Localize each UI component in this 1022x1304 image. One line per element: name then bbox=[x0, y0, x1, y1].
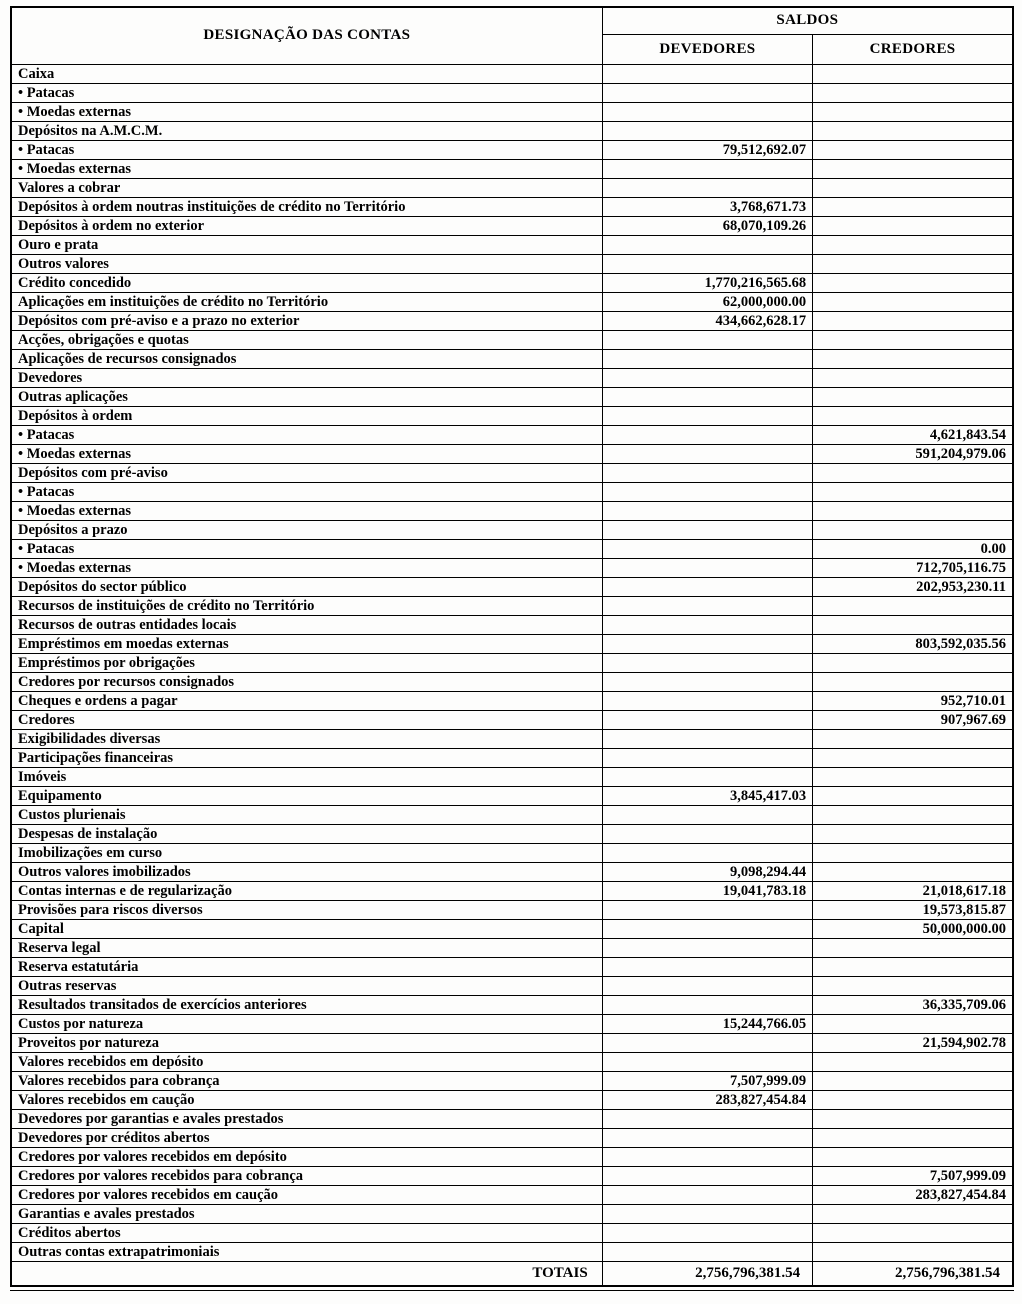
credores-value bbox=[813, 1242, 1013, 1261]
account-label: Créditos abertos bbox=[11, 1223, 602, 1242]
table-row bbox=[11, 273, 1013, 292]
credores-value bbox=[813, 159, 1013, 178]
credores-value: 19,573,815.87 bbox=[813, 900, 1013, 919]
credores-value bbox=[813, 653, 1013, 672]
account-label: Equipamento bbox=[11, 786, 602, 805]
column-header-credores: CREDORES bbox=[813, 34, 1013, 64]
account-label: Depósitos à ordem noutras instituições de crédito no Território bbox=[11, 197, 602, 216]
account-label: Contas internas e de regularização bbox=[11, 881, 602, 900]
credores-value bbox=[813, 501, 1013, 520]
table-row bbox=[11, 444, 1013, 463]
account-label: • Patacas bbox=[11, 482, 602, 501]
devedores-value bbox=[602, 330, 812, 349]
totals-label: TOTAIS bbox=[11, 1261, 602, 1286]
devedores-value bbox=[602, 995, 812, 1014]
table-row bbox=[11, 254, 1013, 273]
devedores-value: 79,512,692.07 bbox=[602, 140, 812, 159]
credores-value bbox=[813, 862, 1013, 881]
credores-value bbox=[813, 1147, 1013, 1166]
devedores-value bbox=[602, 653, 812, 672]
account-label: Caixa bbox=[11, 64, 602, 83]
credores-value bbox=[813, 520, 1013, 539]
account-label: Credores por valores recebidos para cobrança bbox=[11, 1166, 602, 1185]
credores-value bbox=[813, 254, 1013, 273]
account-label: Depósitos à ordem no exterior bbox=[11, 216, 602, 235]
table-row bbox=[11, 577, 1013, 596]
table-row bbox=[11, 1223, 1013, 1242]
table-row bbox=[11, 729, 1013, 748]
credores-value bbox=[813, 102, 1013, 121]
devedores-value bbox=[602, 1185, 812, 1204]
table-row bbox=[11, 919, 1013, 938]
account-label: Recursos de instituições de crédito no Território bbox=[11, 596, 602, 615]
account-label: Credores por recursos consignados bbox=[11, 672, 602, 691]
table-row bbox=[11, 824, 1013, 843]
devedores-value bbox=[602, 64, 812, 83]
table-row bbox=[11, 482, 1013, 501]
table-row bbox=[11, 995, 1013, 1014]
devedores-value bbox=[602, 729, 812, 748]
account-label: Imóveis bbox=[11, 767, 602, 786]
account-label: Credores por valores recebidos em caução bbox=[11, 1185, 602, 1204]
table-row bbox=[11, 710, 1013, 729]
credores-value bbox=[813, 235, 1013, 254]
account-label: Aplicações de recursos consignados bbox=[11, 349, 602, 368]
account-label: Credores por valores recebidos em depósito bbox=[11, 1147, 602, 1166]
table-row bbox=[11, 653, 1013, 672]
credores-value bbox=[813, 273, 1013, 292]
table-row bbox=[11, 1147, 1013, 1166]
credores-value: 21,018,617.18 bbox=[813, 881, 1013, 900]
account-label: Devedores por créditos abertos bbox=[11, 1128, 602, 1147]
devedores-value bbox=[602, 539, 812, 558]
account-label: Empréstimos por obrigações bbox=[11, 653, 602, 672]
credores-value bbox=[813, 767, 1013, 786]
credores-value: 4,621,843.54 bbox=[813, 425, 1013, 444]
account-label: Custos por natureza bbox=[11, 1014, 602, 1033]
table-row bbox=[11, 596, 1013, 615]
credores-value bbox=[813, 197, 1013, 216]
table-row bbox=[11, 368, 1013, 387]
account-label: Outros valores bbox=[11, 254, 602, 273]
account-label: Exigibilidades diversas bbox=[11, 729, 602, 748]
devedores-value bbox=[602, 254, 812, 273]
credores-value: 7,507,999.09 bbox=[813, 1166, 1013, 1185]
devedores-value bbox=[602, 577, 812, 596]
credores-value bbox=[813, 216, 1013, 235]
table-header bbox=[11, 7, 1013, 64]
account-label: Valores recebidos em depósito bbox=[11, 1052, 602, 1071]
account-label: Depósitos com pré-aviso bbox=[11, 463, 602, 482]
account-label: Crédito concedido bbox=[11, 273, 602, 292]
devedores-value bbox=[602, 672, 812, 691]
table-row bbox=[11, 748, 1013, 767]
credores-value bbox=[813, 140, 1013, 159]
table-row bbox=[11, 197, 1013, 216]
table-row bbox=[11, 349, 1013, 368]
devedores-value bbox=[602, 387, 812, 406]
account-label: Reserva legal bbox=[11, 938, 602, 957]
table-row bbox=[11, 121, 1013, 140]
credores-value bbox=[813, 178, 1013, 197]
account-label: • Moedas externas bbox=[11, 444, 602, 463]
account-label: Depósitos do sector público bbox=[11, 577, 602, 596]
devedores-value bbox=[602, 1147, 812, 1166]
account-label: Cheques e ordens a pagar bbox=[11, 691, 602, 710]
devedores-value bbox=[602, 843, 812, 862]
table-row bbox=[11, 976, 1013, 995]
account-label: Depósitos à ordem bbox=[11, 406, 602, 425]
devedores-value bbox=[602, 83, 812, 102]
devedores-value bbox=[602, 938, 812, 957]
credores-value bbox=[813, 1052, 1013, 1071]
table-row bbox=[11, 1014, 1013, 1033]
devedores-value bbox=[602, 1033, 812, 1052]
devedores-value bbox=[602, 957, 812, 976]
table-row bbox=[11, 1242, 1013, 1261]
table-row bbox=[11, 881, 1013, 900]
account-label: • Patacas bbox=[11, 539, 602, 558]
table-row bbox=[11, 159, 1013, 178]
devedores-value bbox=[602, 691, 812, 710]
devedores-value bbox=[602, 406, 812, 425]
bottom-rule bbox=[10, 1290, 1014, 1291]
table-row bbox=[11, 463, 1013, 482]
column-header-accounts: DESIGNAÇÃO DAS CONTAS bbox=[11, 7, 602, 64]
table-row bbox=[11, 178, 1013, 197]
account-label: Devedores bbox=[11, 368, 602, 387]
credores-value bbox=[813, 1109, 1013, 1128]
table-footer bbox=[11, 1261, 1013, 1286]
table-row bbox=[11, 843, 1013, 862]
account-label: Outros valores imobilizados bbox=[11, 862, 602, 881]
credores-value bbox=[813, 463, 1013, 482]
devedores-value bbox=[602, 805, 812, 824]
devedores-value: 1,770,216,565.68 bbox=[602, 273, 812, 292]
credores-value bbox=[813, 596, 1013, 615]
devedores-value bbox=[602, 634, 812, 653]
table-row bbox=[11, 1109, 1013, 1128]
credores-value bbox=[813, 1090, 1013, 1109]
devedores-value: 3,845,417.03 bbox=[602, 786, 812, 805]
table-row bbox=[11, 1128, 1013, 1147]
devedores-value: 15,244,766.05 bbox=[602, 1014, 812, 1033]
credores-value bbox=[813, 615, 1013, 634]
credores-value bbox=[813, 387, 1013, 406]
devedores-value bbox=[602, 1128, 812, 1147]
credores-value bbox=[813, 1223, 1013, 1242]
table-row bbox=[11, 501, 1013, 520]
table-row bbox=[11, 805, 1013, 824]
devedores-value: 7,507,999.09 bbox=[602, 1071, 812, 1090]
account-label: Capital bbox=[11, 919, 602, 938]
devedores-value: 434,662,628.17 bbox=[602, 311, 812, 330]
table-row bbox=[11, 1090, 1013, 1109]
devedores-value bbox=[602, 1109, 812, 1128]
table-row bbox=[11, 539, 1013, 558]
credores-value bbox=[813, 330, 1013, 349]
account-label: Participações financeiras bbox=[11, 748, 602, 767]
credores-value: 202,953,230.11 bbox=[813, 577, 1013, 596]
credores-value bbox=[813, 843, 1013, 862]
credores-value: 803,592,035.56 bbox=[813, 634, 1013, 653]
account-label: Aplicações em instituições de crédito no Território bbox=[11, 292, 602, 311]
devedores-value bbox=[602, 121, 812, 140]
table-row bbox=[11, 235, 1013, 254]
credores-value bbox=[813, 976, 1013, 995]
devedores-value bbox=[602, 1166, 812, 1185]
devedores-value: 19,041,783.18 bbox=[602, 881, 812, 900]
credores-value bbox=[813, 748, 1013, 767]
table-row bbox=[11, 938, 1013, 957]
account-label: • Patacas bbox=[11, 83, 602, 102]
table-row bbox=[11, 615, 1013, 634]
devedores-value: 283,827,454.84 bbox=[602, 1090, 812, 1109]
account-label: Depósitos a prazo bbox=[11, 520, 602, 539]
credores-value bbox=[813, 729, 1013, 748]
account-label: • Moedas externas bbox=[11, 501, 602, 520]
table-row bbox=[11, 1204, 1013, 1223]
table-row bbox=[11, 1052, 1013, 1071]
table-row bbox=[11, 425, 1013, 444]
credores-value bbox=[813, 349, 1013, 368]
credores-value bbox=[813, 121, 1013, 140]
credores-value bbox=[813, 64, 1013, 83]
credores-value: 21,594,902.78 bbox=[813, 1033, 1013, 1052]
column-header-saldos: SALDOS bbox=[602, 7, 1013, 34]
account-label: Depósitos com pré-aviso e a prazo no exterior bbox=[11, 311, 602, 330]
devedores-value bbox=[602, 444, 812, 463]
table-row bbox=[11, 900, 1013, 919]
account-label: Reserva estatutária bbox=[11, 957, 602, 976]
account-label: Recursos de outras entidades locais bbox=[11, 615, 602, 634]
devedores-value bbox=[602, 900, 812, 919]
credores-value bbox=[813, 311, 1013, 330]
credores-value bbox=[813, 83, 1013, 102]
credores-value: 907,967.69 bbox=[813, 710, 1013, 729]
devedores-value bbox=[602, 919, 812, 938]
account-label: Imobilizações em curso bbox=[11, 843, 602, 862]
account-label: Custos plurienais bbox=[11, 805, 602, 824]
devedores-value bbox=[602, 482, 812, 501]
credores-value bbox=[813, 1014, 1013, 1033]
devedores-value bbox=[602, 463, 812, 482]
credores-value bbox=[813, 672, 1013, 691]
table-row bbox=[11, 1185, 1013, 1204]
devedores-value: 9,098,294.44 bbox=[602, 862, 812, 881]
totals-row bbox=[11, 1261, 1013, 1286]
devedores-value bbox=[602, 710, 812, 729]
credores-value: 591,204,979.06 bbox=[813, 444, 1013, 463]
account-label: Outras reservas bbox=[11, 976, 602, 995]
table-row bbox=[11, 1033, 1013, 1052]
column-header-devedores: DEVEDORES bbox=[602, 34, 812, 64]
table-row bbox=[11, 292, 1013, 311]
account-label: • Moedas externas bbox=[11, 558, 602, 577]
table-row bbox=[11, 140, 1013, 159]
table-row bbox=[11, 1166, 1013, 1185]
devedores-value bbox=[602, 520, 812, 539]
table-row bbox=[11, 672, 1013, 691]
credores-value bbox=[813, 368, 1013, 387]
devedores-value: 62,000,000.00 bbox=[602, 292, 812, 311]
credores-value bbox=[813, 957, 1013, 976]
account-label: Valores recebidos para cobrança bbox=[11, 1071, 602, 1090]
devedores-value bbox=[602, 615, 812, 634]
account-label: Devedores por garantias e avales prestados bbox=[11, 1109, 602, 1128]
account-label: Outras aplicações bbox=[11, 387, 602, 406]
credores-value bbox=[813, 482, 1013, 501]
account-label: Credores bbox=[11, 710, 602, 729]
credores-value: 50,000,000.00 bbox=[813, 919, 1013, 938]
account-label: Despesas de instalação bbox=[11, 824, 602, 843]
credores-value: 0.00 bbox=[813, 539, 1013, 558]
devedores-value bbox=[602, 1204, 812, 1223]
table-row bbox=[11, 862, 1013, 881]
table-row bbox=[11, 387, 1013, 406]
account-label: Resultados transitados de exercícios anteriores bbox=[11, 995, 602, 1014]
account-label: Acções, obrigações e quotas bbox=[11, 330, 602, 349]
account-label: Outras contas extrapatrimoniais bbox=[11, 1242, 602, 1261]
devedores-value bbox=[602, 596, 812, 615]
account-label: Empréstimos em moedas externas bbox=[11, 634, 602, 653]
credores-value bbox=[813, 1128, 1013, 1147]
table-row bbox=[11, 767, 1013, 786]
table-row bbox=[11, 102, 1013, 121]
devedores-value bbox=[602, 178, 812, 197]
table-row bbox=[11, 558, 1013, 577]
credores-value bbox=[813, 406, 1013, 425]
credores-value bbox=[813, 786, 1013, 805]
table-row bbox=[11, 786, 1013, 805]
account-label: Proveitos por natureza bbox=[11, 1033, 602, 1052]
account-label: • Patacas bbox=[11, 140, 602, 159]
credores-value bbox=[813, 824, 1013, 843]
devedores-value bbox=[602, 159, 812, 178]
table-row bbox=[11, 83, 1013, 102]
devedores-value bbox=[602, 501, 812, 520]
table-row bbox=[11, 1071, 1013, 1090]
totals-devedores-value: 2,756,796,381.54 bbox=[602, 1261, 812, 1286]
credores-value bbox=[813, 805, 1013, 824]
credores-value bbox=[813, 1071, 1013, 1090]
credores-value bbox=[813, 1204, 1013, 1223]
table-row bbox=[11, 330, 1013, 349]
devedores-value bbox=[602, 748, 812, 767]
credores-value bbox=[813, 292, 1013, 311]
account-label: • Moedas externas bbox=[11, 102, 602, 121]
account-label: Garantias e avales prestados bbox=[11, 1204, 602, 1223]
credores-value: 283,827,454.84 bbox=[813, 1185, 1013, 1204]
account-label: Ouro e prata bbox=[11, 235, 602, 254]
devedores-value bbox=[602, 1223, 812, 1242]
devedores-value bbox=[602, 976, 812, 995]
table-body bbox=[11, 64, 1013, 1261]
devedores-value bbox=[602, 1052, 812, 1071]
totals-credores-value: 2,756,796,381.54 bbox=[813, 1261, 1013, 1286]
table-row bbox=[11, 957, 1013, 976]
devedores-value bbox=[602, 558, 812, 577]
account-label: Valores recebidos em caução bbox=[11, 1090, 602, 1109]
table-row bbox=[11, 64, 1013, 83]
devedores-value: 68,070,109.26 bbox=[602, 216, 812, 235]
devedores-value bbox=[602, 102, 812, 121]
devedores-value bbox=[602, 425, 812, 444]
account-label: Valores a cobrar bbox=[11, 178, 602, 197]
table-row bbox=[11, 634, 1013, 653]
balance-table bbox=[10, 6, 1014, 1287]
account-label: Provisões para riscos diversos bbox=[11, 900, 602, 919]
table-row bbox=[11, 311, 1013, 330]
devedores-value bbox=[602, 1242, 812, 1261]
table-row bbox=[11, 216, 1013, 235]
credores-value: 952,710.01 bbox=[813, 691, 1013, 710]
account-label: • Patacas bbox=[11, 425, 602, 444]
devedores-value bbox=[602, 824, 812, 843]
table-row bbox=[11, 406, 1013, 425]
table-row bbox=[11, 520, 1013, 539]
table-row bbox=[11, 691, 1013, 710]
devedores-value bbox=[602, 349, 812, 368]
credores-value: 36,335,709.06 bbox=[813, 995, 1013, 1014]
credores-value bbox=[813, 938, 1013, 957]
devedores-value bbox=[602, 235, 812, 254]
account-label: • Moedas externas bbox=[11, 159, 602, 178]
devedores-value: 3,768,671.73 bbox=[602, 197, 812, 216]
credores-value: 712,705,116.75 bbox=[813, 558, 1013, 577]
devedores-value bbox=[602, 767, 812, 786]
devedores-value bbox=[602, 368, 812, 387]
account-label: Depósitos na A.M.C.M. bbox=[11, 121, 602, 140]
